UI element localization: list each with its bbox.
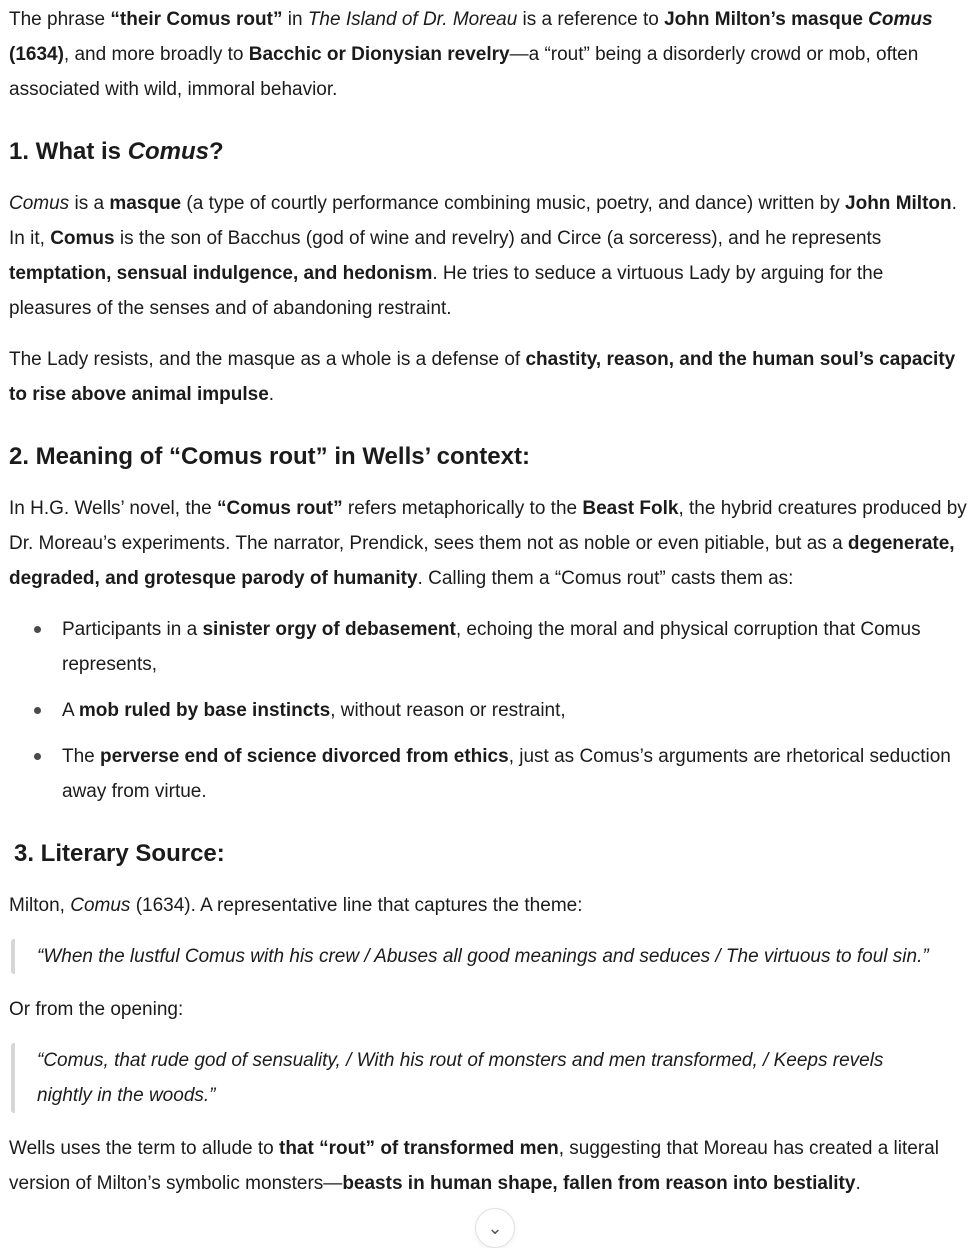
- list-item: A mob ruled by base instincts, without reason or restraint,: [9, 693, 969, 728]
- chevron-down-icon: ⌄: [487, 1217, 503, 1238]
- scroll-to-bottom-button[interactable]: [475, 1208, 515, 1248]
- list-item: Participants in a sinister orgy of debasement, echoing the moral and physical corruption that Comus represents,: [9, 612, 969, 682]
- bullet-icon: [34, 626, 41, 633]
- beast-folk-list: [9, 612, 969, 809]
- section1-paragraph-1: Comus is a masque (a type of courtly performance combining music, poetry, and dance) written by John Milton. In it, Comus is the son of Bacchus (god of wine and revelry) and Circe (a sorceress), and he represents temptation, sensual indulgence, and hedonism. He tries to seduce a virtuous Lady by arguing for the pleasures of the senses and of abandoning restraint.: [9, 193, 957, 319]
- bullet-icon: [34, 753, 41, 760]
- milton-quote-1: [11, 939, 969, 974]
- section2-paragraph-1: In H.G. Wells’ novel, the “Comus rout” refers metaphorically to the Beast Folk, the hybrid creatures produced by Dr. Moreau’s experiments. The narrator, Prendick, sees them not as noble or even pitiable, but as a degenerate, degraded, and grotesque parody of humanity. Calling them a “Comus rout” casts them as:: [9, 498, 967, 589]
- bullet-icon: [34, 707, 41, 714]
- quote-text: “When the lustful Comus with his crew / Abuses all good meanings and seduces / The virtuous to foul sin.”: [37, 946, 929, 967]
- section-heading-2: 2. Meaning of “Comus rout” in Wells’ context:: [9, 443, 530, 470]
- section1-paragraph-2: The Lady resists, and the masque as a whole is a defense of chastity, reason, and the human soul’s capacity to rise above animal impulse.: [9, 349, 956, 405]
- closing-paragraph: Wells uses the term to allude to that “rout” of transformed men, suggesting that Moreau has created a literal version of Milton’s symbolic monsters—beasts in human shape, fallen from reason into bestiality.: [9, 1138, 939, 1194]
- list-item: The perverse end of science divorced from ethics, just as Comus’s arguments are rhetorical seduction away from virtue.: [9, 739, 969, 809]
- section-heading-1: 1. What is Comus?: [9, 138, 224, 165]
- milton-quote-2: [11, 1043, 969, 1113]
- section-heading-3: 3. Literary Source:: [14, 840, 225, 867]
- intro-paragraph: The phrase “their Comus rout” in The Island of Dr. Moreau is a reference to John Milton’s masque Comus (1634), and more broadly to Bacchic or Dionysian revelry—a “rout” being a disorderly crowd or mob, often associated with wild, immoral behavior.: [9, 9, 933, 100]
- section3-paragraph-1: Milton, Comus (1634). A representative line that captures the theme:: [9, 895, 583, 916]
- quote-text: “Comus, that rude god of sensuality, / With his rout of monsters and men transformed, / Keeps revels nightly in the woods.”: [37, 1050, 884, 1106]
- section3-paragraph-2: Or from the opening:: [9, 999, 184, 1020]
